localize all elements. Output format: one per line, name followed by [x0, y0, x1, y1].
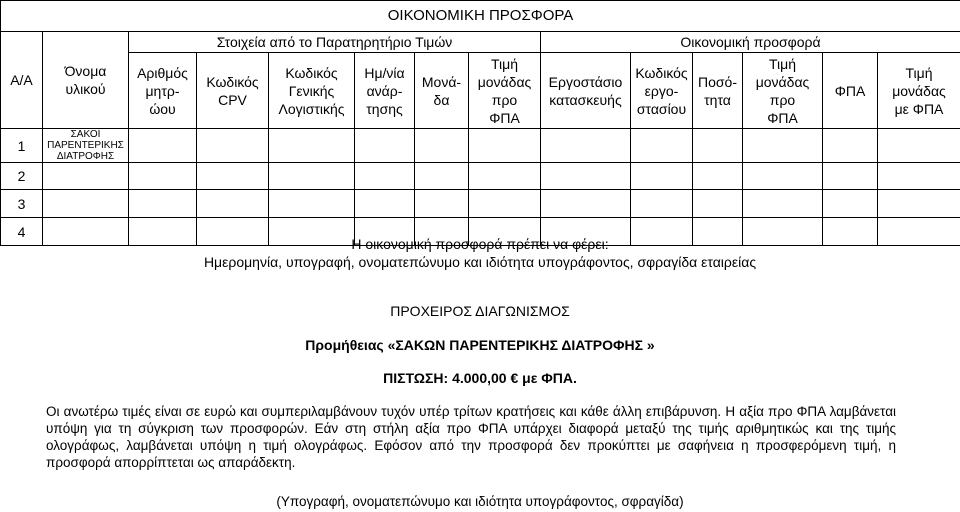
table-cell[interactable]: [541, 129, 631, 163]
table-cell[interactable]: [269, 190, 355, 218]
table-cell[interactable]: [355, 163, 415, 190]
row-aa: 3: [1, 190, 43, 218]
table-row: [1, 190, 960, 218]
table-cell[interactable]: [469, 129, 541, 163]
requirements-list: Ημερομηνία, υπογραφή, ονοματεπώνυμο και ιδιότητα υπογράφοντος, σφραγίδα εταιρείας: [203, 254, 757, 270]
header-ref-unit-price-excl-vat: Τιμή μονάδας προ ΦΠΑ: [469, 53, 541, 129]
header-material-name: Όνομα υλικού: [43, 32, 129, 129]
table-cell[interactable]: [43, 190, 129, 218]
table-title: ΟΙΚΟΝΟΜΙΚΗ ΠΡΟΣΦΟΡΑ: [1, 1, 960, 32]
row-aa: 2: [1, 163, 43, 190]
row-aa: 4: [1, 218, 43, 246]
table-cell[interactable]: [415, 163, 469, 190]
table-cell[interactable]: [129, 129, 197, 163]
table-cell[interactable]: [197, 190, 269, 218]
header-ledger-code: Κωδικός Γενικής Λογιστικής: [269, 53, 355, 129]
table-cell[interactable]: [415, 129, 469, 163]
tender-title: ΠΡΟΧΕΙΡΟΣ ΔΙΑΓΩΝΙΣΜΟΣ: [390, 303, 570, 319]
table-cell[interactable]: [415, 190, 469, 218]
table-cell[interactable]: [129, 163, 197, 190]
terms-paragraph: Οι ανωτέρω τιμές είναι σε ευρώ και συμπεριλαμβάνουν τυχόν υπέρ τρίτων κρατήσεις και κάθε άλλη επιβάρυνση. Η αξία προ ΦΠΑ λαμβάνεται υπόψη για τη σύγκριση των προσφορών. Εάν στη στήλη αξία προ ΦΠΑ υπάρχει διαφορά μεταξύ της τιμής αριθμητικώς και της τιμής ολογράφως, λαμβάνεται υπόψη η τιμή ολογράφως. Εφόσον από την προσφορά δεν προκύπτει με σαφήνεια η προσφερόμενη τιμή, η προσφορά απορρίπτεται ως απαράδεκτη.: [46, 404, 896, 470]
table-cell[interactable]: [469, 163, 541, 190]
table-cell[interactable]: [823, 163, 878, 190]
header-quantity: Ποσό- τητα: [693, 53, 743, 129]
table-row: [1, 163, 960, 190]
requirements-heading: Η οικονομική προσφορά πρέπει να φέρει:: [351, 236, 609, 252]
table-cell[interactable]: [693, 190, 743, 218]
group-observatory: Στοιχεία από το Παρατηρητήριο Τιμών: [129, 32, 541, 53]
table-cell[interactable]: [631, 190, 693, 218]
header-vat: ΦΠΑ: [823, 53, 878, 129]
table-cell[interactable]: [878, 163, 960, 190]
header-aa: Α/Α: [1, 32, 43, 129]
table-cell[interactable]: [693, 129, 743, 163]
price-offer-table: [0, 0, 960, 246]
row-material-name: ΣΑΚΟΙ ΠΑΡΕΝΤΕΡΙΚΗΣ ΔΙΑΤΡΟΦΗΣ: [43, 129, 129, 163]
row-aa: 1: [1, 129, 43, 163]
table-cell[interactable]: [355, 129, 415, 163]
table-cell[interactable]: [878, 129, 960, 163]
header-unit-price-incl-vat: Τιμή μονάδας με ΦΠΑ: [878, 53, 960, 129]
table-cell[interactable]: [197, 163, 269, 190]
table-cell[interactable]: [823, 190, 878, 218]
signature-line: (Υπογραφή, ονοματεπώνυμο και ιδιότητα υπογράφοντος, σφραγίδα): [276, 494, 684, 509]
table-cell[interactable]: [743, 190, 823, 218]
table-cell[interactable]: [743, 129, 823, 163]
table-cell[interactable]: [743, 163, 823, 190]
table-cell[interactable]: [631, 163, 693, 190]
header-posting-date: Ημ/νία ανάρ- τησης: [355, 53, 415, 129]
table-cell[interactable]: [541, 190, 631, 218]
header-unit-price-excl-vat: Τιμή μονάδας προ ΦΠΑ: [743, 53, 823, 129]
header-cpv-code: Κωδικός CPV: [197, 53, 269, 129]
table-cell[interactable]: [469, 190, 541, 218]
header-unit: Μονά- δα: [415, 53, 469, 129]
tender-credit: ΠΙΣΤΩΣΗ: 4.000,00 € με ΦΠΑ.: [383, 370, 577, 386]
table-row: [1, 129, 960, 163]
header-registry-number: Αριθμός μητρ- ώου: [129, 53, 197, 129]
table-cell[interactable]: [541, 163, 631, 190]
table-cell[interactable]: [269, 129, 355, 163]
table-cell[interactable]: [269, 163, 355, 190]
group-financial-offer: Οικονομική προσφορά: [541, 32, 960, 53]
table-cell[interactable]: [355, 190, 415, 218]
table-cell[interactable]: [43, 163, 129, 190]
table-cell[interactable]: [631, 129, 693, 163]
table-cell[interactable]: [129, 190, 197, 218]
table-cell[interactable]: [197, 129, 269, 163]
table-cell[interactable]: [693, 163, 743, 190]
header-factory-code: Κωδικός εργο- στασίου: [631, 53, 693, 129]
header-factory: Εργοστάσιο κατασκευής: [541, 53, 631, 129]
table-cell[interactable]: [823, 129, 878, 163]
table-cell[interactable]: [878, 190, 960, 218]
tender-subject: Προμήθειας «ΣΑΚΩΝ ΠΑΡΕΝΤΕΡΙΚΗΣ ΔΙΑΤΡΟΦΗΣ »: [305, 337, 655, 353]
